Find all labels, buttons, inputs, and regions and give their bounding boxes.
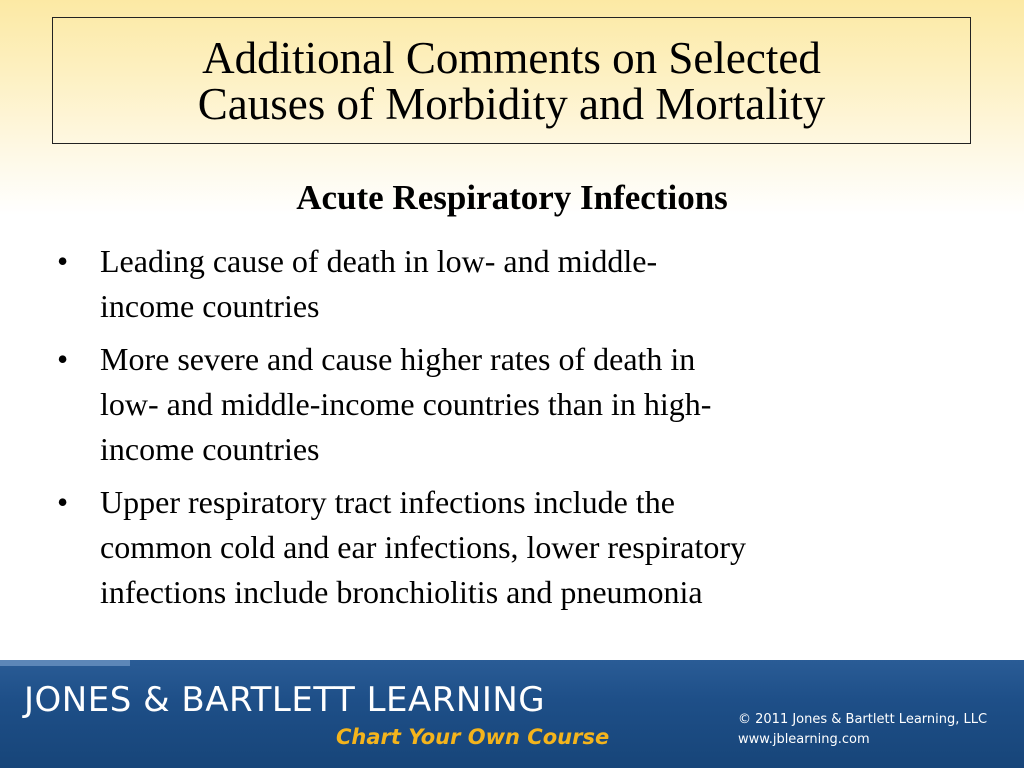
bullet-text: [100, 337, 995, 472]
bullet-line: More severe and cause higher rates of death in: [100, 341, 696, 377]
bullet-text: [100, 480, 995, 615]
footer-accent-stripe: [0, 660, 130, 666]
bullet-icon: •: [57, 243, 69, 279]
bullet-line: income countries: [100, 431, 320, 467]
bullet-item: [55, 239, 995, 329]
publisher-logo: JONES & BARTLETT LEARNING: [24, 680, 546, 720]
bullet-item: [55, 337, 995, 472]
section-heading: Acute Respiratory Infections: [296, 178, 728, 217]
bullet-icon: •: [57, 341, 69, 377]
bullet-icon: •: [57, 484, 69, 520]
bullet-line: infections include bronchiolitis and pneumonia: [100, 574, 703, 610]
bullet-line: Upper respiratory tract infections include the: [100, 484, 675, 520]
bullet-line: income countries: [100, 288, 320, 324]
title-line: Additional Comments on Selected: [202, 32, 821, 83]
bullet-item: [55, 480, 995, 615]
website-link[interactable]: www.jblearning.com: [738, 732, 870, 747]
slide-title: [197, 32, 826, 129]
bullet-text: [100, 239, 995, 329]
bullet-line: low- and middle-income countries than in high-: [100, 386, 712, 422]
publisher-tagline: Chart Your Own Course: [336, 725, 610, 749]
copyright-text: © 2011 Jones & Bartlett Learning, LLC: [738, 712, 988, 727]
bullet-line: Leading cause of death in low- and middle-: [100, 243, 658, 279]
bullet-list: [55, 239, 995, 623]
title-box: [52, 17, 971, 144]
bullet-line: common cold and ear infections, lower respiratory: [100, 529, 746, 565]
copyright-block: [738, 710, 987, 750]
title-line: Causes of Morbidity and Mortality: [197, 78, 826, 129]
